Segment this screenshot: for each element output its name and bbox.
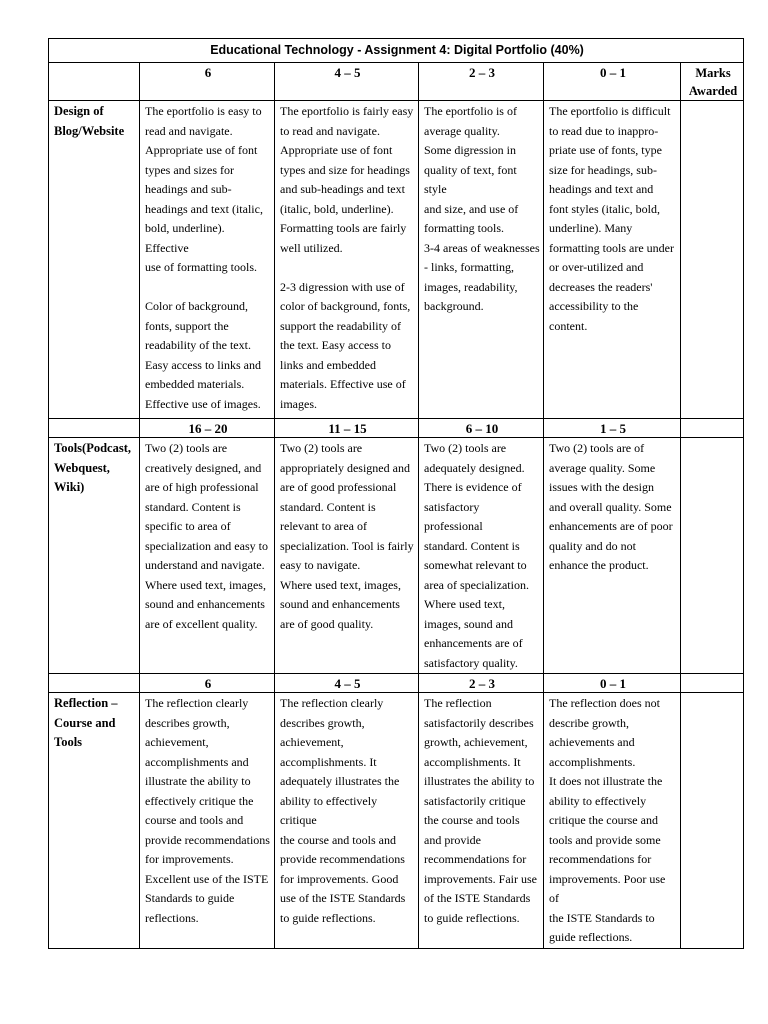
title-row <box>49 39 744 63</box>
descriptor-cell: Two (2) tools are appropriately designed and are of good professional standard. Content is relevant to area of specialization. Tool is fairly easy to navigate. Where used text, images, sound and enhancements are of good quality. <box>275 438 419 674</box>
descriptor-cell: Two (2) tools are creatively designed, and are of high professional standard. Content is specific to area of specialization and easy to understand and navigate. Where used text, images, sound and enhancements are of excellent quality. <box>140 438 275 674</box>
descriptor-cell: The eportfolio is of average quality. Some digression in quality of text, font style and size, and use of formatting tools. 3-4 areas of weaknesses - links, formatting, images, readability, background. <box>419 101 544 419</box>
descriptor-cell: Two (2) tools are of average quality. Some issues with the design and overall quality. Some enhancements are of poor quality and do not enhance the product. <box>544 438 681 674</box>
score-header-row <box>49 419 744 438</box>
marks-awarded-cell[interactable] <box>681 693 744 949</box>
score-range: 11 – 15 <box>275 419 419 438</box>
criterion-label: Design of Blog/Website <box>49 101 140 419</box>
rubric-table <box>48 38 744 949</box>
score-range: 2 – 3 <box>419 674 544 693</box>
score-range: 1 – 5 <box>544 419 681 438</box>
score-range: 4 – 5 <box>275 63 419 101</box>
score-range: 6 <box>140 63 275 101</box>
descriptor-cell: Two (2) tools are adequately designed. There is evidence of satisfactory professional standard. Content is somewhat relevant to area of specialization. Where used text, images, sound and enhancements are of satisfactory quality. <box>419 438 544 674</box>
score-range: 4 – 5 <box>275 674 419 693</box>
descriptor-cell: The eportfolio is difficult to read due to inappro- priate use of fonts, type size for headings, sub- headings and text and font styles (italic, bold, underline). Many formatting tools are under or over-utilized and decreases the readers' accessibility to the content. <box>544 101 681 419</box>
score-range: 16 – 20 <box>140 419 275 438</box>
marks-header-empty <box>681 419 744 438</box>
score-range: 0 – 1 <box>544 63 681 101</box>
score-range: 2 – 3 <box>419 63 544 101</box>
score-header-row <box>49 674 744 693</box>
score-range: 0 – 1 <box>544 674 681 693</box>
criterion-label: Reflection – Course and Tools <box>49 693 140 949</box>
marks-awarded-header: Marks Awarded <box>681 63 744 101</box>
criterion-header-empty <box>49 674 140 693</box>
criterion-header-empty <box>49 419 140 438</box>
score-header-row <box>49 63 744 101</box>
descriptor-cell: The reflection clearly describes growth, achievement, accomplishments. It adequately illustrates the ability to effectively critique the course and tools and provide recommendations for improvements. Good use of the ISTE Standards to guide reflections. <box>275 693 419 949</box>
rubric-title: Educational Technology - Assignment 4: Digital Portfolio (40%) <box>49 39 744 63</box>
descriptor-cell: The reflection does not describe growth, achievements and accomplishments. It does not illustrate the ability to effectively critique the course and tools and provide some recommendations for improvements. Poor use of the ISTE Standards to guide reflections. <box>544 693 681 949</box>
criterion-header-empty <box>49 63 140 101</box>
marks-awarded-cell[interactable] <box>681 101 744 419</box>
descriptor-cell: The eportfolio is fairly easy to read and navigate. Appropriate use of font types and size for headings and sub-headings and text (italic, bold, underline). Formatting tools are fairly well utilized. 2-3 digression with use of color of background, fonts, support the readability of the text. Easy access to links and embedded materials. Effective use of images. <box>275 101 419 419</box>
descriptor-cell: The reflection satisfactorily describes growth, achievement, accomplishments. It illustrates the ability to satisfactorily critique the course and tools and provide recommendations for improvements. Fair use of the ISTE Standards to guide reflections. <box>419 693 544 949</box>
criterion-row <box>49 693 744 949</box>
marks-header-empty <box>681 674 744 693</box>
criterion-row <box>49 438 744 674</box>
criterion-label: Tools(Podcast, Webquest, Wiki) <box>49 438 140 674</box>
score-range: 6 <box>140 674 275 693</box>
descriptor-cell: The eportfolio is easy to read and navigate. Appropriate use of font types and sizes for headings and sub- headings and text (italic, bold, underline). Effective use of formatting tools. Color of background, fonts, support the readability of the text. Easy access to links and embedded materials. Effective use of images. <box>140 101 275 419</box>
marks-awarded-cell[interactable] <box>681 438 744 674</box>
score-range: 6 – 10 <box>419 419 544 438</box>
descriptor-cell: The reflection clearly describes growth, achievement, accomplishments and illustrate the ability to effectively critique the course and tools and provide recommendations for improvements. Excellent use of the ISTE Standards to guide reflections. <box>140 693 275 949</box>
criterion-row <box>49 101 744 419</box>
